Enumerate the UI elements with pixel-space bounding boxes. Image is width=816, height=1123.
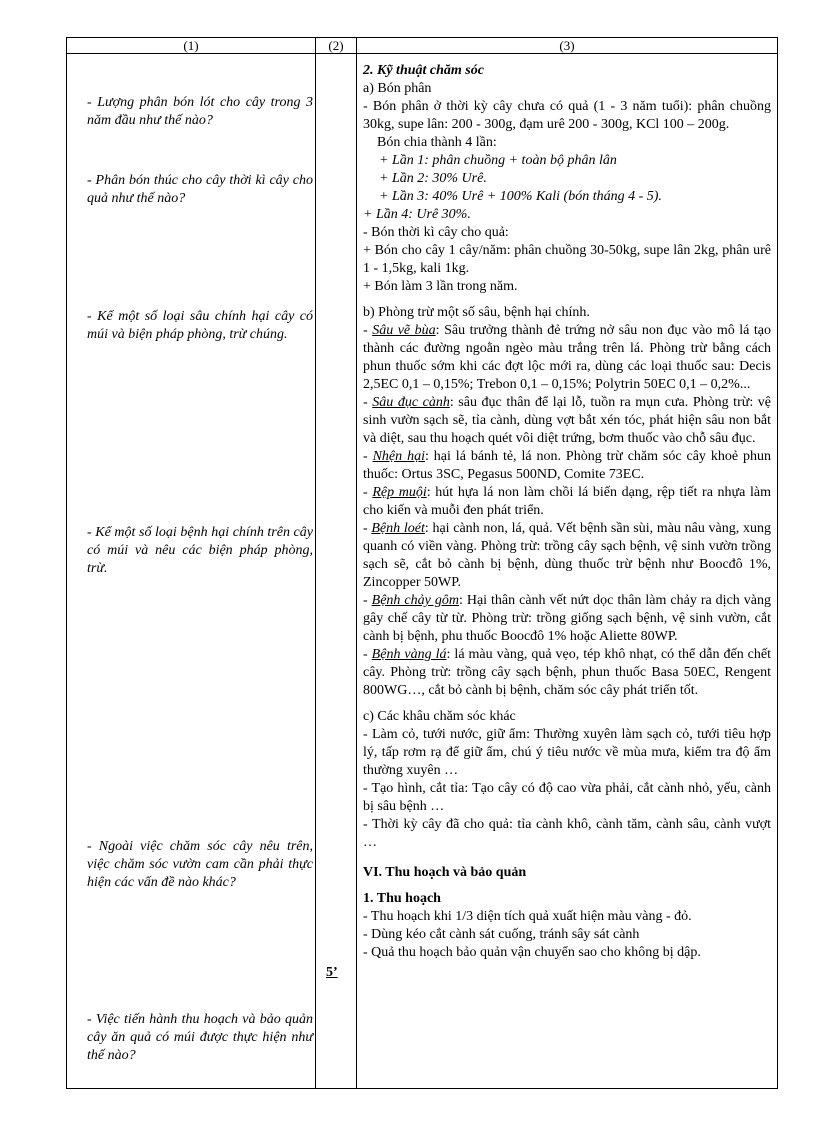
disease-name: Bệnh chảy gôm — [371, 593, 459, 608]
header-col-1: (1) — [67, 38, 316, 54]
disease-item: - Bệnh chảy gôm: Hại thân cành vết nứt dọc thân làm chảy ra dịch vàng gây chế cây từ từ. Phòng trừ: trồng giống sạch bệnh, vệ sinh vườn, cắt cành bị bệnh, phu thuốc Boocđô 1% hoặc Aliette 80WP. — [363, 593, 771, 644]
pest-description: : hại lá bánh tẻ, lá non. Phòng trừ chăm sóc cây khoẻ phun thuốc: Ortus 3SC, Pegasus 500ND, Comite 73EC. — [363, 449, 771, 482]
question-fertilizer-fruit: - Phân bón thúc cho cây thời kì cây cho quả như thế nào? — [87, 173, 313, 206]
section-6-title: VI. Thu hoạch và bảo quản — [363, 865, 527, 880]
disease-description: : lá màu vàng, quả vẹo, tép khô nhạt, có thể dẫn đến chết cây. Phòng trừ: trồng cây sạch bệnh, phun thuốc Basa 50EC, Rengent 800WG…, cắt bỏ cành bị bệnh, chăm sóc cây phát triển tốt. — [363, 647, 772, 698]
pest-description: : sâu đục thân để lại lỗ, tuồn ra mụn cưa. Phòng trừ: vệ sinh vườn sạch sẽ, tỉa cành, dùng vợt bắt xén tóc, phát hiện sâu non bắt và diệt, sau thu hoạch quét vôi diệt trứng, bơm thuốc vào chỗ sâu đục. — [363, 395, 771, 446]
header-col-3: (3) — [357, 38, 778, 54]
fertilizer-fruiting-times: + Bón làm 3 lần trong năm. — [363, 279, 518, 294]
question-fertilizer-base: - Lượng phân bón lót cho cây trong 3 năm đầu như thế nào? — [87, 95, 313, 128]
harvest-item: - Thu hoạch khi 1/3 diện tích quả xuất hiện màu vàng - đỏ. — [363, 909, 692, 924]
section-2-title: 2. Kỹ thuật chăm sóc — [363, 63, 484, 78]
disease-item: - Bệnh loét: hại cành non, lá, quả. Vết bệnh sần sùi, màu nâu vàng, xung quanh có viền vàng. Phòng trừ: trồng cây sạch bệnh, vệ sinh vườn trồng sạch sẽ, cắt bỏ cành bị bệnh, dùng thuốc trừ bệnh như Boocđô 1%, Zincopper 50WP. — [363, 521, 771, 590]
pest-name: Rệp muội — [372, 485, 427, 500]
fertilizer-fruiting-text: + Bón cho cây 1 cây/năm: phân chuồng 30-50kg, supe lân 2kg, phân urê 1 - 1,5kg, kali 1kg. — [363, 243, 771, 276]
question-diseases: - Kể một số loại bệnh hại chính trên cây có múi và nêu các biện pháp phòng, trừ. — [87, 525, 313, 576]
pest-name: Sâu đục cành — [372, 395, 450, 410]
fertilizer-fruiting-title: - Bón thời kì cây cho quả: — [363, 225, 509, 240]
questions-column — [67, 54, 316, 1089]
subsection-c-title: c) Các khâu chăm sóc khác — [363, 709, 516, 724]
disease-name: Bệnh loét — [371, 521, 425, 536]
question-other-care: - Ngoài việc chăm sóc cây nêu trên, việc chăm sóc vườn cam cần phải thực hiện các vấn đề nào khác? — [87, 839, 313, 890]
fertilizer-young-text: - Bón phân ở thời kỳ cây chưa có quả (1 - 3 năm tuổi): phân chuồng 30kg, supe lân: 200 - 300g, đạm urê 200 - 300g, KCl 100 – 200g. — [363, 99, 771, 132]
fertilizer-round-1: + Lần 1: phân chuồng + toàn bộ phân lân — [379, 153, 617, 168]
lesson-table — [66, 37, 778, 1089]
fertilizer-round-4: + Lần 4: Urê 30%. — [363, 207, 471, 222]
fertilizer-split-text: Bón chia thành 4 lần: — [377, 135, 497, 150]
question-harvest: - Việc tiến hành thu hoạch và bảo quản cây ăn quả có múi được thực hiện như thế nào? — [87, 1012, 313, 1063]
question-pests: - Kể một số loại sâu chính hại cây có múi và biện pháp phòng, trừ chúng. — [87, 309, 313, 342]
subsection-b-title: b) Phòng trừ một số sâu, bệnh hại chính. — [363, 305, 590, 320]
care-weeding-text: - Làm cỏ, tưới nước, giữ ẩm: Thường xuyên làm sạch cỏ, tưới tiêu hợp lý, tấp rơm rạ để giữ ẩm, chú ý tiêu nước về mùa mưa, kiểm tra độ ẩm thường xuyên … — [363, 727, 771, 778]
pest-description: : Sâu trưởng thành đẻ trứng nở sâu non đục vào mô lá tạo thành các đường ngoằn ngèo màu trắng trên lá. Phòng trừ bằng cách phun thuốc sớm khi các đợt lộc mới ra, dùng các loại thuốc sau: Decis 2,5EC 0,1 – 0,15%; Trebon 0,1 – 0,15%; Polytrin 50EC 0,1 – 0,2%... — [363, 323, 771, 392]
disease-description: : hại cành non, lá, quả. Vết bệnh sần sùi, màu nâu vàng, xung quanh có viền vàng. Phòng trừ: trồng cây sạch bệnh, vệ sinh vườn trồng sạch sẽ, cắt bỏ cành bị bệnh, dùng thuốc trừ bệnh như Boocđô 1%, Zincopper 50WP. — [363, 521, 771, 590]
pest-name: Sâu vẽ bùa — [372, 323, 436, 338]
content-column — [357, 54, 778, 1089]
pest-item: - Sâu đục cành: sâu đục thân để lại lỗ, tuồn ra mụn cưa. Phòng trừ: vệ sinh vườn sạch sẽ, tỉa cành, dùng vợt bắt xén tóc, phát hiện sâu non bắt và diệt, sau thu hoạch quét vôi diệt trứng, bơm thuốc vào chỗ sâu đục. — [363, 395, 771, 446]
time-label: 5’ — [326, 965, 338, 980]
disease-description: : Hại thân cành vết nứt dọc thân làm chảy ra dịch vàng gây chế cây từ từ. Phòng trừ: trồng giống sạch bệnh, vệ sinh vườn, cắt cành bị bệnh, phu thuốc Boocđô 1% hoặc Aliette 80WP. — [363, 593, 771, 644]
document-page — [66, 37, 776, 1089]
fertilizer-round-3: + Lần 3: 40% Urê + 100% Kali (bón tháng 4 - 5). — [379, 189, 662, 204]
fertilizer-round-2: + Lần 2: 30% Urê. — [379, 171, 487, 186]
subsection-a-title: a) Bón phân — [363, 81, 432, 96]
pest-item: - Nhện hại: hại lá bánh tẻ, lá non. Phòng trừ chăm sóc cây khoẻ phun thuốc: Ortus 3SC, Pegasus 500ND, Comite 73EC. — [363, 449, 771, 482]
pest-item: - Rệp muội: hút hựa lá non làm chồi lá biến dạng, rệp tiết ra nhựa làm cho kiến và muỗi đen phát triển. — [363, 485, 772, 518]
content-row — [67, 54, 778, 1089]
pest-name: Nhện hại — [372, 449, 425, 464]
care-pruning-text: - Tạo hình, cắt tỉa: Tạo cây có độ cao vừa phải, cắt cành nhỏ, yếu, cành bị sâu bệnh … — [363, 781, 771, 814]
pest-description: : hút hựa lá non làm chồi lá biến dạng, rệp tiết ra nhựa làm cho kiến và muỗi đen phát triển. — [363, 485, 772, 518]
disease-name: Bệnh vàng lá — [371, 647, 447, 662]
header-row — [67, 38, 778, 54]
pest-item: - Sâu vẽ bùa: Sâu trưởng thành đẻ trứng nở sâu non đục vào mô lá tạo thành các đường ngoằn ngèo màu trắng trên lá. Phòng trừ bằng cách phun thuốc sớm khi các đợt lộc mới ra, dùng các loại thuốc sau: Decis 2,5EC 0,1 – 0,15%; Trebon 0,1 – 0,15%; Polytrin 50EC 0,1 – 0,2%... — [363, 323, 771, 392]
harvest-item: - Quả thu hoạch bảo quản vận chuyển sao cho không bị dập. — [363, 945, 701, 960]
care-fruiting-text: - Thời kỳ cây đã cho quả: tỉa cành khô, cành tăm, cành sâu, cành vượt … — [363, 817, 771, 850]
disease-item: - Bệnh vàng lá: lá màu vàng, quả vẹo, tép khô nhạt, có thể dẫn đến chết cây. Phòng trừ: trồng cây sạch bệnh, phun thuốc Basa 50EC, Rengent 800WG…, cắt bỏ cành bị bệnh, chăm sóc cây phát triển tốt. — [363, 647, 772, 698]
harvest-title: 1. Thu hoạch — [363, 891, 441, 906]
time-column — [316, 54, 357, 1089]
harvest-item: - Dùng kéo cắt cành sát cuống, tránh sây sát cành — [363, 927, 640, 942]
header-col-2: (2) — [316, 38, 357, 54]
